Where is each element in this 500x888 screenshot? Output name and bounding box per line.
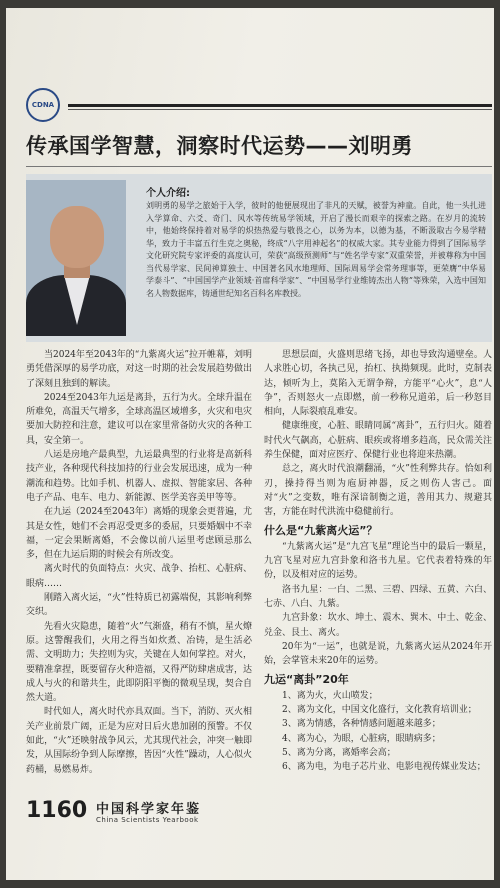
page-number: 1160 [26, 798, 88, 823]
paragraph: 思想层面，火盛则思绪飞扬，却也导致沟通壁垒。人人求胜心切，各执己见，抬杠、执拗频现。此时，克制表达，倾听为上，莫陷入无谓争辩，方能平“心火”，息“人争”，否则怒火一点即燃，前一秒称兄道弟，后一秒怒目相向，人际裂痕乱难安。 [264, 350, 492, 418]
right-column [264, 348, 492, 775]
paragraph: 当2024年至2043年的“九紫离火运”拉开帷幕，刘明勇凭借深厚的易学功底，对这一时期的社会发展趋势做出了深刻且独到的解读。 [26, 350, 253, 389]
article-title: 传承国学智慧，洞察时代运势——刘明勇 [26, 134, 413, 158]
bio-text: 刘明勇的易学之旅始于入学，彼时的他便展现出了非凡的天赋，被誉为神童。自此，他一头扎进入学算命、六爻、奇门、风水等传统易学领域，开启了漫长而艰辛的探索之路。在岁月的流转中，他始终保持着对易学的炽热热爱与敬畏之心，以务为本，以德为基，不断汲取古今易学精华，致力于丰富五行生克之奥秘，终成“八字用神起名”的权威大家。其专业能力得到了国际易学文化研究院专家评委的高度认可，荣获“高级预测师”与“姓名学专家”双重荣誉，并被尊称为中国当代易学家、民间神算独士、中国著名风水地理师、国际周易学会常务理事等，更荣膺“中华易学泰斗”、“中国国学产业领域·首席科学家”、“中国易学行业维铸杰出人物”等殊荣，入选中国知名人物数据库，铸通世纪知名百科名库教授。 [146, 201, 486, 298]
magazine-page [6, 8, 494, 880]
paragraph: 刚踏入离火运，“火”性特质已初露端倪，其影响利弊交织。 [26, 593, 252, 618]
left-column [26, 348, 252, 777]
bio-box [26, 174, 492, 342]
footer-brand: 中国科学家年鉴 [96, 802, 202, 817]
footer-brand-en: China Scientists Yearbook [96, 816, 199, 824]
paragraph: 洛书九星：一白、二黑、三碧、四绿、五黄、六白、七赤、八白、九紫。 [264, 584, 492, 610]
paragraph: “九紫离火运”是“九宫飞星”理论当中的最后一颗星，九宫飞星对应九宫卦象和洛书九星。它代表着特殊的年份，以及相对应的运势。 [264, 541, 492, 581]
list-item: 3、离为情感，各种情感问题越来越多； [282, 719, 441, 730]
journal-logo [26, 88, 60, 122]
section-heading: 九运“离卦”20年 [264, 672, 349, 686]
paragraph: 20年为“一运”，也就是说，九紫离火运从2024年开始，会掌管未来20年的运势。 [264, 641, 492, 667]
list-item: 1、离为火，火山喷发； [282, 690, 378, 701]
list-item: 6、离为电，为电子芯片业、电影电视传媒业发达； [282, 762, 486, 773]
paragraph: 八运是房地产最典型，九运最典型的行业将是高新科技产业，各种现代科技加持的行业会发展迅速，成为一种潮流和趋势。比如手机、机器人、虚拟、智能家居、各种电子产品、电车、电力、新能源、医学美容美甲等等。 [26, 450, 252, 503]
paragraph: 九宫卦象：坎水、坤土、震木、巽木、中土、乾金、兑金、艮土、离火。 [264, 613, 492, 638]
list-item: 2、离为文化，中国文化盛行，文化教育培训业； [282, 705, 477, 716]
paragraph: 先看火灾隐患，随着“火”气渐盛，稍有不慎，星火燎原。这警醒我们，火用之得当如炊煮、冶铸，是生活必需、文明助力；失控则为灾，关键在人如何掌控。对火，要精准拿捏，既要留存火种造福，又得严防肆虐成害，达成人与火的和谐共生，此即阴阳平衡的微观呈现，契合自然大道。 [26, 621, 252, 704]
section-heading: 什么是“九紫离火运”？ [264, 523, 378, 537]
list-item: 5、离为分离，离婚率会高； [282, 748, 396, 759]
list-item: 4、离为心，为眼，心脏病，眼睛病多； [282, 733, 441, 744]
paragraph: 总之，离火时代浪潮翻涌，“火”性利弊共存。恰如利刃，操持得当则为庖厨神器，反之则伤人害己。面对“火”之变数，唯有深谙制衡之道，善用其力、规避其害，方能在时代洪流中稳健前行。 [264, 464, 492, 518]
bio-heading: 个人介绍: [146, 188, 190, 199]
header-rule [68, 104, 492, 107]
title-divider [26, 166, 492, 167]
paragraph: 健康维度，心脏、眼睛同属“离卦”，五行归火。随着时代火气飙高，心脏病、眼疾或将增多趋高，民众需关注养生保健，面对应医疗、保健行业也将迎来热潮。 [264, 421, 492, 461]
logo-text: CDNA [31, 101, 55, 109]
header-rule-thin [68, 109, 492, 110]
paragraph: 时代如人，离火时代亦具双面。当下，消防、灭火相关产业前景广阔，正是为应对日后火患加剧的预警。不仅如此，“火”还映射战争风云，尤其现代社会，冲突一触即发，从国际纷争到人际摩擦，皆因“火性”躁动，人心似火药桶，易燃易炸。 [26, 707, 252, 775]
paragraph: 2024至2043年九运是离卦，五行为火。全球升温在所难免，高温天气增多，全球高温区域增多，火灾和电灾要加大防控和注意，建议可以在家里常备防火灾的各种工具，安全第一。 [26, 392, 252, 446]
portrait-photo [26, 180, 126, 336]
paragraph: 离火时代的负面特点：火灾、战争、抬杠、心脏病、眼病…… [26, 564, 252, 589]
paragraph: 在九运（2024至2043年）离婚的现象会更普遍，尤其是女性，她们不会再忍受更多的委屈，只要婚姻中不幸福，一定会果断离婚，不会像以前八运里考虑顾忌那么多，但在九运后期的时候会有所改变。 [26, 507, 252, 561]
